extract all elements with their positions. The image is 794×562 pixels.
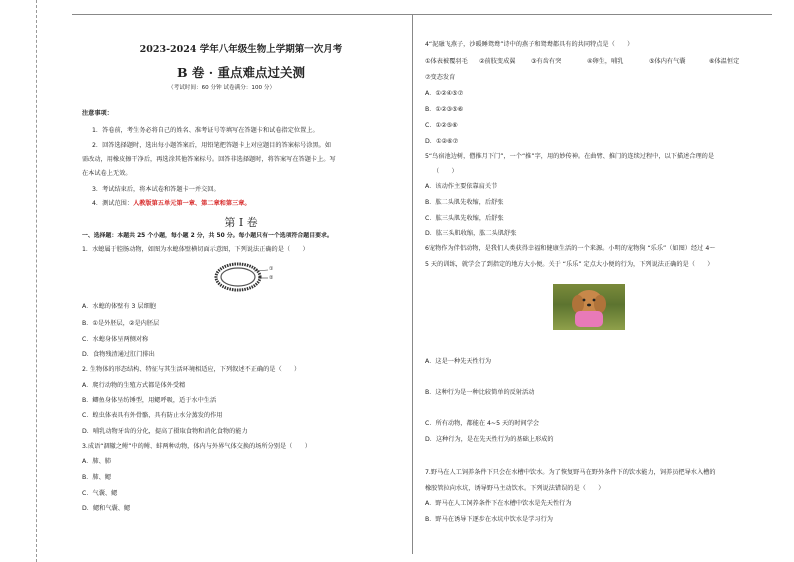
scope-value: 人教版第五单元第一章、第二章和第三章。 (133, 200, 251, 207)
dog-photo (553, 284, 625, 330)
binding-dashed-line (36, 0, 37, 562)
option: C．蝗虫体表具有外骨骼，具有防止水分蒸发的作用 (82, 412, 223, 419)
option: A．肺、肺 (82, 458, 111, 465)
option: A．爬行动物的生殖方式都是体外受精 (82, 382, 186, 389)
option: A．①②④⑤⑦ (425, 90, 464, 97)
option: C．气囊、鳃 (82, 490, 118, 497)
volume-heading: 第 I 卷 (224, 216, 258, 229)
option: D．肱三头肌收缩，肱二头肌舒张 (425, 230, 517, 237)
option: B．鲫鱼身体呈纺锤型，用鳃呼吸，适于水中生活 (82, 397, 217, 404)
column-divider (412, 14, 413, 554)
question-stem: 3.成语“涸辙之鲋”中的鲋、蚌两种动物，体内与外界气体交换的场所分别是（ ） (82, 443, 311, 450)
choice-item: ⑥体温恒定 (709, 58, 740, 65)
exam-meta: （考试时间：60 分钟 试卷满分：100 分） (168, 85, 276, 91)
option: B．①是外胚层，②是内胚层 (82, 320, 160, 327)
note-line: 在本试卷上无效。 (82, 170, 132, 177)
option: D．鳃和气囊、鳃 (82, 505, 131, 512)
scope-line (92, 200, 251, 208)
question-stem: 1．水螅属于腔肠动物，如图为水螅体壁横切面示意图，下列说法正确的是（ ） (82, 246, 309, 253)
question-stem: 橡胶管拉向水坑，诱导野马主动饮水。下列说法错误的是（ ） (425, 485, 605, 492)
left-column (82, 0, 400, 562)
question-stem: 2. 生物体的形态结构、特征与其生活环境相适应，下列叙述不正确的是（ ） (82, 366, 301, 373)
notes-heading: 注意事项： (82, 110, 113, 117)
option: A．水螅的体壁有 3 层细胞 (82, 303, 156, 310)
question-stem: 4“泥融飞燕子，沙暖睡鸳鸯”诗中的燕子和鸳鸯都具有的共同特点是（ ） (425, 41, 634, 48)
section-heading: 一、选择题：本题共 25 个小题，每小题 2 分，共 50 分。每小题只有一个选项符合题目要求。 (82, 233, 333, 239)
option: D．哺乳动物牙齿的分化，提高了摄取食物和消化食物的能力 (82, 428, 248, 435)
option: C．所有动物，都能在 4~5 天的时间学会 (425, 420, 540, 427)
scope-label: 4．测试范围： (92, 200, 134, 207)
option: C．①②⑤⑥ (425, 122, 458, 129)
choice-item: ⑤体内有气囊 (649, 58, 686, 65)
option: B．①②③⑤⑥ (425, 106, 464, 113)
right-column (425, 0, 770, 562)
option: B．这种行为是一种比较简单的反射活动 (425, 389, 535, 396)
note-line: 需改动，用橡皮擦干净后，再选涂其他答案标号。回答非选择题时，将答案写在答题卡上。写 (82, 156, 336, 163)
exam-title: 2023-2024 学年八年级生物上学期第一次月考 (139, 44, 343, 55)
note-line: 1．答卷前，考生务必将自己的姓名、准考证号等填写在答题卡和试卷指定位置上。 (92, 127, 319, 134)
question-stem: 7.野马在人工饲养条件下只会在水槽中饮水。为了恢复野马在野外条件下的饮水能力，饲养员把导水入槽的 (425, 469, 716, 476)
option: A．该动作主要依靠肩关节 (425, 183, 498, 190)
option: B．肱二头肌先收缩，后舒张 (425, 199, 504, 206)
option: C．水螅身体呈两侧对称 (82, 336, 149, 343)
choice-item: ①体表被覆羽毛 (425, 58, 468, 65)
question-stem: 5 天的训练，就学会了到指定的地方大小便。关于 “乐乐” 定点大小便的行为，下列说法正确的是（ ） (425, 261, 714, 268)
question-stem: （ ） (433, 168, 458, 175)
hydra-cross-section-figure (214, 260, 280, 294)
note-line: 2．回答选择题时，选出每小题答案后，用铅笔把答题卡上对应题目的答案标号涂黑。如 (92, 142, 332, 149)
choice-item: ②前肢变成翼 (479, 58, 516, 65)
choice-item: ⑦变态发育 (425, 74, 456, 81)
choice-item: ③有齿有突 (531, 58, 562, 65)
choice-item: ④卵生，哺乳 (587, 58, 624, 65)
option: D．①②⑥⑦ (425, 138, 459, 145)
figure-label: ① (269, 266, 274, 272)
option: C．肱三头肌先收缩，后舒张 (425, 215, 504, 222)
option: A．这是一种先天性行为 (425, 358, 492, 365)
option: D．食物残渣通过肛门排出 (82, 351, 155, 358)
question-stem: 6宠物作为伴侣动物，是我们人类获得幸福和健康生活的一个来源。小明的宠物狗 “乐乐”（如图）经过 4～ (425, 245, 716, 252)
question-stem: 5“鸟宿池边树，僧推月下门”，一个“推”字，用的妙传神。在曲臂、推门的连续过程中，以下描述合理的是 (425, 153, 715, 160)
note-line: 3．考试结束后，将本试卷和答题卡一并交回。 (92, 186, 220, 193)
binding-margin (0, 0, 34, 562)
option: B．肺、鳃 (82, 474, 111, 481)
option: B．野马在诱导下逐步在水坑中饮水是学习行为 (425, 516, 553, 523)
exam-subtitle: B 卷 · 重点难点过关测 (177, 65, 305, 80)
option: D．这种行为，是在先天性行为的基础上形成的 (425, 436, 554, 443)
option: A．野马在人工饲养条件下在水槽中饮水是先天性行为 (425, 500, 572, 507)
figure-label: ② (269, 275, 274, 281)
